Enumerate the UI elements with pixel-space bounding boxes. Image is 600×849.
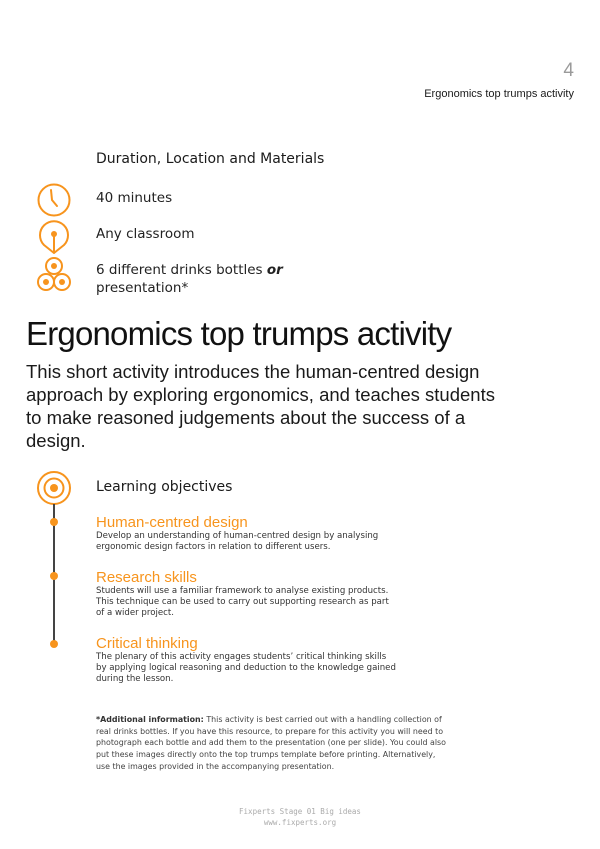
learning-objectives-heading: Learning objectives bbox=[96, 479, 233, 495]
additional-information bbox=[96, 714, 446, 773]
materials-row bbox=[36, 256, 283, 296]
location-pin-icon bbox=[36, 218, 72, 256]
location-text: Any classroom bbox=[96, 226, 195, 242]
footer-title: Fixperts Stage 01 Big ideas bbox=[239, 807, 361, 816]
intro-paragraph: This short activity introduces the human-centred design approach by exploring ergonomics, and teaches students to make reasoned judgements about the success of a design. bbox=[26, 361, 495, 451]
duration-text: 40 minutes bbox=[96, 190, 173, 206]
objective-description: The plenary of this activity engages students’ critical thinking skills by applying logical reasoning and deduction to the knowledge gained during the lesson. bbox=[96, 652, 396, 684]
objective-title: Critical thinking bbox=[96, 635, 198, 652]
dlm-heading: Duration, Location and Materials bbox=[96, 151, 325, 167]
header-section-title: Ergonomics top trumps activity bbox=[424, 88, 574, 100]
materials-text-or: or bbox=[266, 262, 283, 278]
footer bbox=[0, 806, 600, 828]
objective-item bbox=[96, 635, 396, 685]
timeline-dot bbox=[50, 640, 58, 648]
materials-text-cont: presentation* bbox=[96, 280, 189, 296]
materials-text-main: 6 different drinks bottles bbox=[96, 262, 267, 278]
duration-row bbox=[36, 182, 173, 218]
objective-description: Develop an understanding of human-centred design by analysing ergonomic design factors in relation to different users. bbox=[96, 531, 379, 552]
objective-item bbox=[96, 569, 396, 619]
clock-icon bbox=[36, 182, 72, 218]
objective-description: Students will use a familiar framework to analyse existing products. This technique can be used to carry out supporting research as part of a wider project. bbox=[96, 586, 389, 618]
timeline-dot bbox=[50, 518, 58, 526]
timeline-dot bbox=[50, 572, 58, 580]
materials-icon bbox=[36, 256, 72, 292]
target-icon bbox=[36, 470, 72, 506]
objective-item bbox=[96, 514, 396, 553]
page-title: Ergonomics top trumps activity bbox=[26, 315, 452, 352]
additional-info-label: *Additional information: bbox=[96, 715, 204, 724]
location-row bbox=[36, 218, 195, 256]
objective-title: Research skills bbox=[96, 569, 197, 586]
page-number: 4 bbox=[563, 60, 574, 81]
objective-title: Human-centred design bbox=[96, 514, 248, 531]
materials-text bbox=[96, 261, 283, 297]
footer-url: www.fixperts.org bbox=[263, 818, 337, 827]
additional-info-text: This activity is best carried out with a handling collection of real drinks bottles. If you have this resource, to prepare for this activity you will need to photograph each bottle and add them to the presentation (one per slide). You could also put these images directly onto the top trumps template before printing. Alternatively, use the images provided in the accompanying presentation. bbox=[96, 715, 446, 771]
